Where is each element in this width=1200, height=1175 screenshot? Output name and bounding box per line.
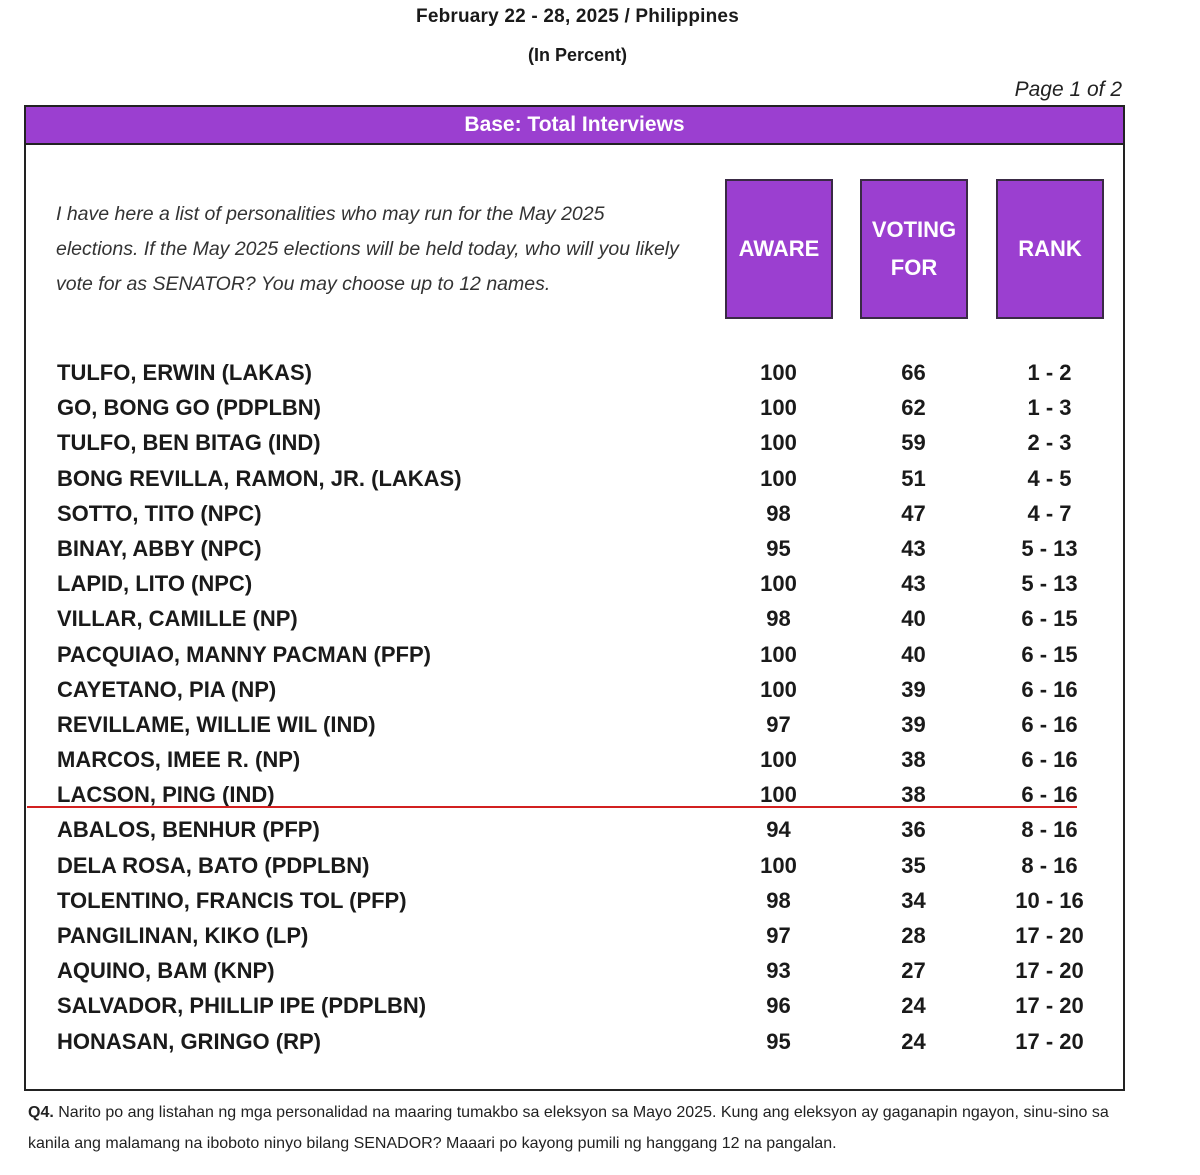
table-row bbox=[26, 531, 1123, 566]
page-indicator: Page 1 of 2 bbox=[1014, 78, 1122, 101]
question-text: I have here a list of personalities who may run for the May 2025 elections. If the May 2025 elections will be held today, who will you likely vote for as SENATOR? You may choose up to 12 names. bbox=[56, 203, 679, 295]
base-label-bar: Base: Total Interviews bbox=[26, 107, 1123, 145]
table-row bbox=[26, 672, 1123, 707]
table-row bbox=[26, 390, 1123, 425]
rank-value: 6 - 16 bbox=[1021, 747, 1078, 773]
rank-value: 4 - 7 bbox=[1027, 500, 1072, 526]
aware-value: 97 bbox=[766, 923, 791, 948]
aware-value: 100 bbox=[760, 782, 797, 808]
rank-value: 8 - 16 bbox=[1021, 852, 1078, 878]
column-header-aware: AWARE bbox=[725, 179, 833, 319]
aware-value: 100 bbox=[760, 395, 797, 421]
survey-table-frame bbox=[24, 105, 1125, 1091]
aware-value: 100 bbox=[760, 676, 797, 702]
rank-value: 6 - 16 bbox=[1021, 676, 1078, 702]
aware-value: 100 bbox=[760, 571, 797, 597]
candidate-name: CAYETANO, PIA (NP) bbox=[57, 676, 277, 702]
aware-value: 98 bbox=[766, 500, 791, 526]
candidate-name: DELA ROSA, BATO (PDPLBN) bbox=[57, 852, 370, 878]
table-row bbox=[26, 637, 1123, 672]
rank-value: 1 - 2 bbox=[1027, 360, 1072, 385]
voting-for-value: 62 bbox=[901, 395, 926, 421]
aware-value: 100 bbox=[760, 360, 797, 385]
table-row bbox=[26, 988, 1123, 1023]
column-header-voting-for: VOTING FOR bbox=[860, 179, 968, 319]
aware-value: 96 bbox=[766, 993, 791, 1019]
candidate-rows bbox=[26, 355, 1123, 1059]
candidate-name: ABALOS, BENHUR (PFP) bbox=[57, 817, 320, 843]
aware-value: 98 bbox=[766, 606, 791, 632]
voting-for-value: 34 bbox=[901, 887, 926, 913]
voting-for-value: 38 bbox=[901, 747, 926, 773]
voting-for-value: 28 bbox=[901, 923, 926, 948]
candidate-name: MARCOS, IMEE R. (NP) bbox=[57, 747, 301, 773]
rank-value: 17 - 20 bbox=[1015, 993, 1084, 1019]
ranking-cutoff-line bbox=[27, 806, 1077, 808]
voting-for-value: 39 bbox=[901, 676, 926, 702]
candidate-name: TULFO, ERWIN (LAKAS) bbox=[57, 360, 313, 385]
rank-value: 17 - 20 bbox=[1015, 958, 1084, 984]
voting-for-value: 40 bbox=[901, 606, 926, 632]
voting-for-value: 39 bbox=[901, 711, 926, 737]
voting-for-value: 24 bbox=[901, 993, 926, 1019]
candidate-name: GO, BONG GO (PDPLBN) bbox=[57, 395, 321, 421]
table-row bbox=[26, 883, 1123, 918]
aware-value: 100 bbox=[760, 641, 797, 667]
table-row bbox=[26, 707, 1123, 742]
rank-value: 6 - 16 bbox=[1021, 711, 1078, 737]
aware-value: 97 bbox=[766, 711, 791, 737]
voting-for-value: 43 bbox=[901, 535, 926, 561]
table-row bbox=[26, 918, 1123, 953]
table-row bbox=[26, 742, 1123, 777]
candidate-name: LACSON, PING (IND) bbox=[57, 782, 275, 808]
candidate-name: AQUINO, BAM (KNP) bbox=[57, 958, 275, 984]
table-row bbox=[26, 355, 1123, 390]
voting-for-value: 59 bbox=[901, 430, 926, 456]
voting-for-value: 35 bbox=[901, 852, 926, 878]
rank-value: 17 - 20 bbox=[1015, 1028, 1084, 1054]
rank-value: 6 - 15 bbox=[1021, 606, 1078, 632]
rank-value: 6 - 15 bbox=[1021, 641, 1078, 667]
voting-for-value: 38 bbox=[901, 782, 926, 808]
table-row bbox=[26, 461, 1123, 496]
table-row bbox=[26, 496, 1123, 531]
column-header-rank: RANK bbox=[996, 179, 1104, 319]
aware-value: 93 bbox=[766, 958, 791, 984]
aware-value: 100 bbox=[760, 852, 797, 878]
candidate-name: VILLAR, CAMILLE (NP) bbox=[57, 606, 298, 632]
rank-value: 2 - 3 bbox=[1027, 430, 1072, 456]
voting-for-value: 51 bbox=[901, 465, 926, 491]
table-row bbox=[26, 566, 1123, 601]
rank-value: 10 - 16 bbox=[1015, 887, 1084, 913]
candidate-name: PACQUIAO, MANNY PACMAN (PFP) bbox=[57, 641, 431, 667]
rank-value: 5 - 13 bbox=[1021, 571, 1078, 597]
candidate-name: PANGILINAN, KIKO (LP) bbox=[57, 923, 309, 948]
candidate-name: TULFO, BEN BITAG (IND) bbox=[57, 430, 321, 456]
footnote-label: Q4. bbox=[28, 1104, 54, 1121]
aware-value: 98 bbox=[766, 887, 791, 913]
rank-value: 6 - 16 bbox=[1021, 782, 1078, 808]
candidate-name: SALVADOR, PHILLIP IPE (PDPLBN) bbox=[57, 993, 427, 1019]
candidate-name: BINAY, ABBY (NPC) bbox=[57, 535, 262, 561]
voting-for-value: 47 bbox=[901, 500, 926, 526]
table-row bbox=[26, 848, 1123, 883]
voting-for-value: 66 bbox=[901, 360, 926, 385]
voting-for-value: 27 bbox=[901, 958, 926, 984]
rank-value: 4 - 5 bbox=[1027, 465, 1072, 491]
table-row bbox=[26, 601, 1123, 636]
unit-note: (In Percent) bbox=[527, 45, 628, 65]
aware-value: 100 bbox=[760, 465, 797, 491]
aware-value: 94 bbox=[766, 817, 791, 843]
table-row bbox=[26, 1024, 1123, 1059]
aware-value: 95 bbox=[766, 535, 791, 561]
table-row bbox=[26, 812, 1123, 847]
rank-value: 5 - 13 bbox=[1021, 535, 1078, 561]
table-row bbox=[26, 953, 1123, 988]
aware-value: 100 bbox=[760, 430, 797, 456]
candidate-name: BONG REVILLA, RAMON, JR. (LAKAS) bbox=[57, 465, 462, 491]
candidate-name: HONASAN, GRINGO (RP) bbox=[57, 1028, 321, 1054]
table-row bbox=[26, 425, 1123, 460]
candidate-name: LAPID, LITO (NPC) bbox=[57, 571, 253, 597]
candidate-name: TOLENTINO, FRANCIS TOL (PFP) bbox=[57, 887, 407, 913]
report-subtitle: February 22 - 28, 2025 / Philippines bbox=[416, 6, 739, 27]
voting-for-value: 40 bbox=[901, 641, 926, 667]
voting-for-value: 24 bbox=[901, 1028, 926, 1054]
rank-value: 1 - 3 bbox=[1027, 395, 1072, 421]
aware-value: 100 bbox=[760, 747, 797, 773]
aware-value: 95 bbox=[766, 1028, 791, 1054]
voting-for-value: 36 bbox=[901, 817, 926, 843]
footnote bbox=[28, 1097, 1128, 1159]
candidate-name: SOTTO, TITO (NPC) bbox=[57, 500, 262, 526]
rank-value: 17 - 20 bbox=[1015, 923, 1084, 948]
rank-value: 8 - 16 bbox=[1021, 817, 1078, 843]
footnote-text: Narito po ang listahan ng mga personalidad na maaring tumakbo sa eleksyon sa Mayo 2025. Kung ang eleksyon ay gaganapin ngayon, sinu-sino sa kanila ang malamang na iboboto ninyo bilang SENADOR? Maaari po kayong pumili ng hanggang 12 na pangalan. bbox=[28, 1104, 1109, 1152]
voting-for-value: 43 bbox=[901, 571, 926, 597]
candidate-name: REVILLAME, WILLIE WIL (IND) bbox=[57, 711, 376, 737]
